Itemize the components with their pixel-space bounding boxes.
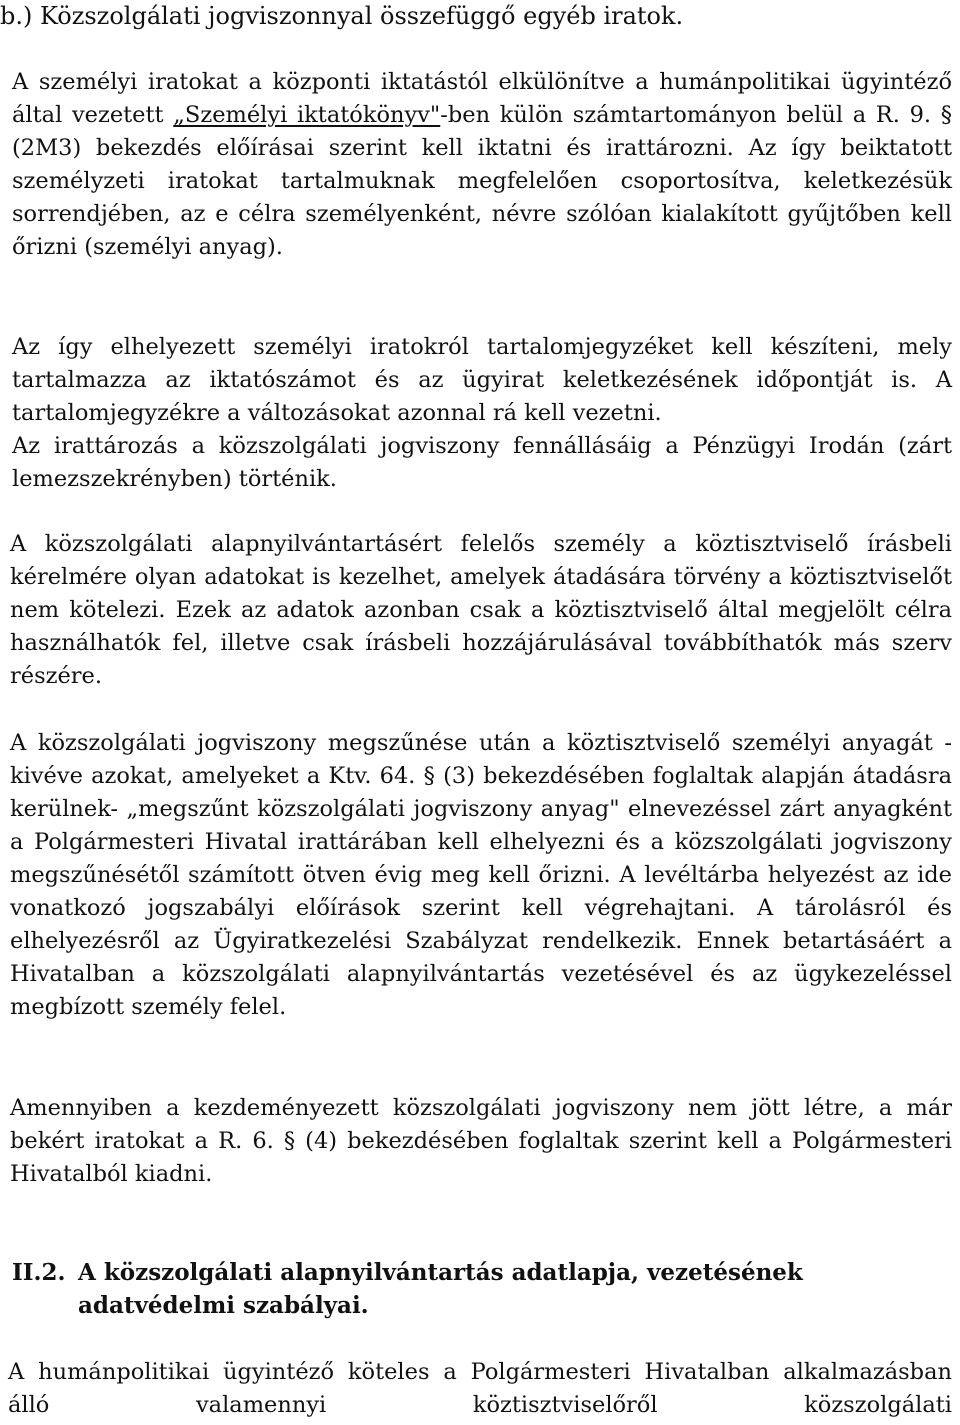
paragraph-table-of-contents: Az így elhelyezett személyi iratokról tartalomjegyzéket kell készíteni, mely tartalmazza az iktatószámot és az ügyirat keletkezésének időpontját is. A tartalomjegyzékre a változásokat azonnal rá kell vezetni. <box>12 334 952 426</box>
subsection-heading: b.) Közszolgálati jogviszonnyal összefüggő egyéb iratok. <box>0 2 684 30</box>
paragraph-unestablished-relationship: Amennyiben a kezdeményezett közszolgálati jogviszony nem jött létre, a már bekért iratokat a R. 6. § (4) bekezdésében foglaltak szerint kell a Polgármesteri Hivatalból kiadni. <box>10 1095 952 1187</box>
paragraph-archiving-location: Az irattározás a közszolgálati jogviszony fennállásáig a Pénzügyi Irodán (zárt lemezszekrényben) történik. <box>12 433 952 492</box>
paragraph-hr-officer-obligation: A humánpolitikai ügyintéző köteles a Polgármesteri Hivatalban alkalmazásban álló valamennyi köztisztviselőről közszolgálati <box>8 1359 952 1418</box>
section-number: II.2. <box>12 1259 66 1286</box>
paragraph-text: -ben külön számtartományon belül a R. 9. § (2M3) bekezdés előírásai szerint kell iktatni és irattározni. Az így beiktatott személyzeti iratokat tartalmuknak megfelelően csoportosítva, keletkezésük sorrendjében, az e célra személyenként, névre szólóan kialakított gyűjtőben kell őrizni (személyi anyag). <box>12 102 952 260</box>
paragraph-additional-data-handling: A közszolgálati alapnyilvántartásért felelős személy a köztisztviselő írásbeli kérelmére olyan adatokat is kezelhet, amelyek átadására törvény a köztisztviselőt nem kötelezi. Ezek az adatok azonban csak a köztisztviselő által megjelölt célra használhatók fel, illetve csak írásbeli hozzájárulásával továbbíthatók más szerv részére. <box>10 531 952 689</box>
paragraph-text: A személyi iratokat a központi iktatástól elkülönítve a humánpolitikai ügyintéző által vezetett <box>12 69 952 128</box>
paragraph-termination-archiving: A közszolgálati jogviszony megszűnése után a köztisztviselő személyi anyagát -kivéve azokat, amelyeket a Ktv. 64. § (3) bekezdésében foglaltak alapján átadásra kerülnek- „megszűnt közszolgálati jogviszony anyag" elnevezéssel zárt anyagként a Polgármesteri Hivatal irattárában kell elhelyezni és a közszolgálati jogviszony megszűnésétől számított ötven évig meg kell őrizni. A levéltárba helyezést az ide vonatkozó jogszabályi előírások szerint kell végrehajtani. A tárolásról és elhelyezésről az Ügyiratkezelési Szabályzat rendelkezik. Ennek betartásáért a Hivatalban a közszolgálati alapnyilvántartás vezetésével és az ügykezeléssel megbízott személy felel. <box>10 730 952 1020</box>
underlined-register-name: „Személyi iktatókönyv" <box>173 102 441 128</box>
paragraph-personal-files-registration <box>12 66 952 264</box>
section-heading <box>12 1256 952 1322</box>
section-title: A közszolgálati alapnyilvántartás adatlapja, vezetésének adatvédelmi szabályai. <box>78 1259 803 1319</box>
